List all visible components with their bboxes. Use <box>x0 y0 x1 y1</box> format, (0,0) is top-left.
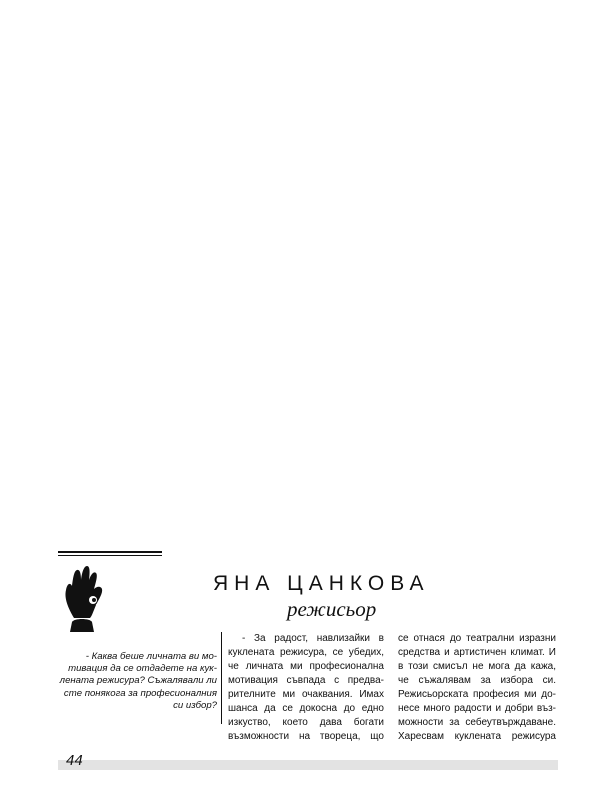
answer-line: Харесвам кукленатa режисура <box>398 731 556 742</box>
answer-line: мотивация съвпада с предва- <box>228 675 384 686</box>
question-line: сте понякога за професионалния <box>63 687 217 699</box>
answer-line: средства и артистичен климат. И <box>398 647 556 658</box>
person-role: режисьор <box>287 597 377 621</box>
page-number: 44 <box>66 752 83 769</box>
answer-line: кукленатa режисура, се убедих, <box>228 647 384 658</box>
question-line: си избор? <box>173 699 217 711</box>
header-double-rule <box>58 551 162 557</box>
answer-line: - За радост, навлизайки в <box>242 633 384 644</box>
answer-line: рителните ми очаквания. Имах <box>228 689 384 700</box>
column-divider <box>221 632 222 724</box>
answer-line: изкуство, което дава богати <box>228 717 384 728</box>
rule-line-thick <box>58 551 162 553</box>
answer-line: че съжалявам за избора си. <box>398 675 556 686</box>
answer-line: възможности на твореца, що <box>228 731 384 742</box>
answer-line: се отнася до театрални изразни <box>398 633 556 644</box>
answer-column-1 <box>228 632 384 744</box>
answer-line: в този смисъл не мога да кажа, <box>398 661 556 672</box>
footer-bar <box>58 760 558 770</box>
interview-question <box>58 651 217 712</box>
answer-line: шанса да се докосна до едно <box>228 703 384 714</box>
answer-line: несе много радости и добри въз- <box>398 703 556 714</box>
answer-column-2 <box>398 632 556 744</box>
answer-line: можности за себеутвърждаване. <box>398 717 556 728</box>
person-name: ЯНА ЦАНКОВА <box>213 572 430 595</box>
answer-line: че личната ми професионална <box>228 661 384 672</box>
answer-line: Режисьорската професия ми до- <box>398 689 556 700</box>
question-line: - Каква беше личната ви мо- <box>85 651 217 662</box>
puppet-hand-icon <box>60 562 108 634</box>
question-line: лената режисура? Съжалявали ли <box>59 675 217 687</box>
rule-line-thin <box>58 555 162 556</box>
question-line: тивация да се отдадете на кук- <box>68 663 217 675</box>
